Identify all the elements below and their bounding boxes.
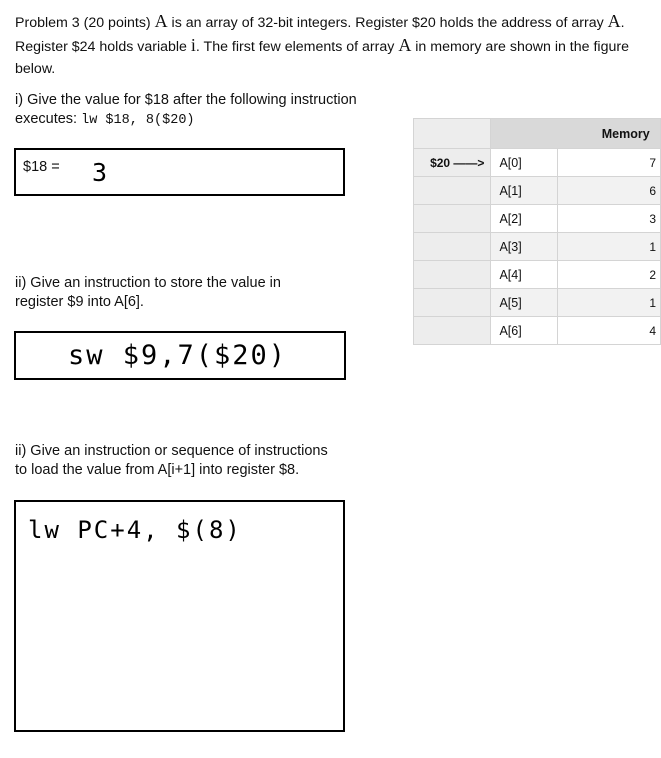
memory-element-name: A[3]	[491, 233, 558, 261]
answer-box-1[interactable]	[14, 148, 345, 196]
answer-1-label: $18 =	[23, 159, 60, 175]
answer-1-handwritten: 3	[92, 158, 108, 187]
question-1-text: i) Give the value for $18 after the following instruction	[15, 92, 357, 108]
array-symbol: A	[154, 11, 168, 31]
memory-element-value: 2	[558, 261, 661, 289]
answer-2-handwritten: sw $9,7($20)	[68, 340, 288, 371]
intro-text-2: . Register $24 holds variable	[15, 15, 625, 55]
problem-label: Problem 3 (20 points)	[15, 15, 151, 31]
question-2-line-2: register $9 into A[6].	[15, 294, 144, 310]
memory-header-spacer	[414, 119, 491, 149]
problem-statement	[15, 10, 650, 80]
question-1	[15, 91, 405, 130]
intro-text-1: is an array of 32-bit integers. Register $20 holds the address of array	[171, 15, 604, 31]
memory-element-value: 6	[558, 177, 661, 205]
memory-element-name: A[6]	[491, 317, 558, 345]
answer-box-3[interactable]	[14, 500, 345, 732]
memory-row	[414, 261, 661, 289]
memory-row	[414, 317, 661, 345]
memory-element-name: A[5]	[491, 289, 558, 317]
memory-row	[414, 289, 661, 317]
memory-element-value: 7	[558, 149, 661, 177]
executes-label: executes:	[15, 111, 78, 127]
array-symbol: A	[398, 35, 412, 55]
question-3	[15, 442, 405, 480]
memory-header	[491, 119, 661, 149]
question-2-line-1: ii) Give an instruction to store the value in	[15, 275, 281, 291]
answer-box-2[interactable]	[14, 331, 346, 380]
memory-element-value: 1	[558, 289, 661, 317]
question-3-line-1: ii) Give an instruction or sequence of instructions	[15, 443, 328, 459]
memory-element-value: 1	[558, 233, 661, 261]
question-2	[15, 274, 405, 312]
memory-element-name: A[4]	[491, 261, 558, 289]
memory-element-name: A[0]	[491, 149, 558, 177]
question-1-instruction: lw $18, 8($20)	[81, 113, 195, 128]
memory-header-row	[414, 119, 661, 149]
memory-element-value: 4	[558, 317, 661, 345]
memory-element-value: 3	[558, 205, 661, 233]
question-1-instruction-line	[15, 110, 405, 130]
memory-row	[414, 177, 661, 205]
memory-table	[413, 118, 661, 345]
memory-header-label: Memory	[601, 126, 650, 141]
array-symbol: A	[607, 11, 621, 31]
memory-row	[414, 149, 661, 177]
answer-3-handwritten: lw PC+4, $(8)	[28, 516, 242, 544]
intro-text-3: . The first few elements of array	[195, 39, 395, 55]
variable-symbol: i	[190, 35, 196, 55]
question-3-line-2: to load the value from A[i+1] into register $8.	[15, 462, 300, 478]
base-pointer-label: $20 ——>	[414, 149, 491, 177]
memory-row	[414, 233, 661, 261]
memory-element-name: A[2]	[491, 205, 558, 233]
intro-text-4: in memory are shown in the figure below.	[15, 39, 629, 77]
memory-row	[414, 205, 661, 233]
memory-element-name: A[1]	[491, 177, 558, 205]
